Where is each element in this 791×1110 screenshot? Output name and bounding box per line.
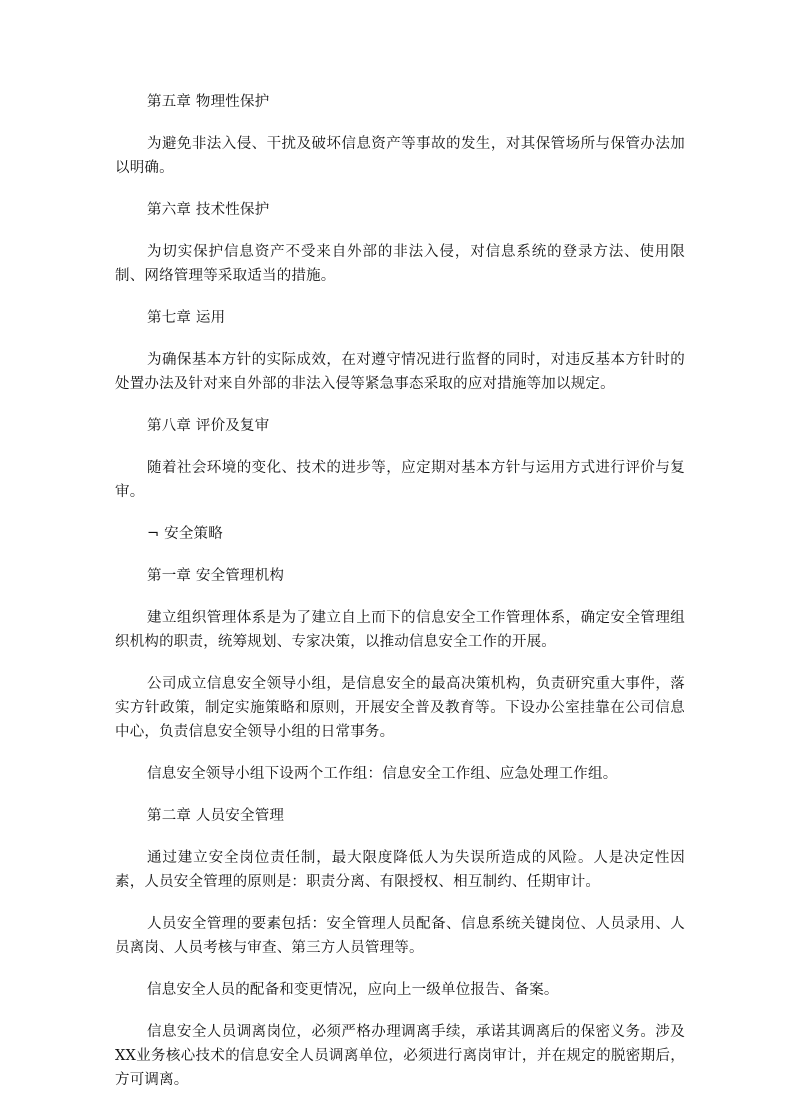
strategy-chapter-2-paragraph-3: 信息安全人员的配备和变更情况，应向上一级单位报告、备案。 bbox=[147, 982, 559, 998]
document-page bbox=[115, 90, 685, 1110]
strategy-chapter-2-paragraph-4: 信息安全人员调离岗位，必须严格办理调离手续，承诺其调离后的保密义务。涉及XX业务核心技术的信息安全人员调离单位，必须进行离岗审计，并在规定的脱密期后，方可调离。 bbox=[115, 1024, 685, 1088]
strategy-chapter-2-heading: 第二章 人员安全管理 bbox=[147, 808, 285, 824]
strategy-chapter-2-paragraph-2: 人员安全管理的要素包括：安全管理人员配备、信息系统关键岗位、人员录用、人员离岗、人员考核与审查、第三方人员管理等。 bbox=[115, 916, 685, 956]
strategy-chapter-1-paragraph-2: 公司成立信息安全领导小组，是信息安全的最高决策机构，负责研究重大事件，落实方针政策，制定实施策略和原则，开展安全普及教育等。下设办公室挂靠在公司信息中心，负责信息安全领导小组的日常事务。 bbox=[115, 676, 685, 740]
chapter-6-heading: 第六章 技术性保护 bbox=[147, 202, 270, 218]
strategy-chapter-1-heading: 第一章 安全管理机构 bbox=[147, 568, 285, 584]
chapter-5-heading: 第五章 物理性保护 bbox=[147, 94, 270, 110]
chapter-8-paragraph: 随着社会环境的变化、技术的进步等，应定期对基本方针与运用方式进行评价与复审。 bbox=[115, 460, 685, 500]
chapter-6-paragraph: 为切实保护信息资产不受来自外部的非法入侵，对信息系统的登录方法、使用限制、网络管理等采取适当的措施。 bbox=[115, 244, 685, 284]
chapter-8-heading: 第八章 评价及复审 bbox=[147, 418, 270, 434]
chapter-7-paragraph: 为确保基本方针的实际成效，在对遵守情况进行监督的同时，对违反基本方针时的处置办法及针对来自外部的非法入侵等紧急事态采取的应对措施等加以规定。 bbox=[115, 352, 685, 392]
strategy-chapter-2-paragraph-1: 通过建立安全岗位责任制，最大限度降低人为失误所造成的风险。人是决定性因素，人员安全管理的原则是：职责分离、有限授权、相互制约、任期审计。 bbox=[115, 850, 685, 890]
chapter-7-heading: 第七章 运用 bbox=[147, 310, 226, 326]
security-strategy-heading: ¬ 安全策略 bbox=[147, 526, 223, 542]
strategy-chapter-1-paragraph-1: 建立组织管理体系是为了建立自上而下的信息安全工作管理体系，确定安全管理组织机构的职责，统筹规划、专家决策，以推动信息安全工作的开展。 bbox=[115, 610, 685, 650]
chapter-5-paragraph: 为避免非法入侵、干扰及破坏信息资产等事故的发生，对其保管场所与保管办法加以明确。 bbox=[115, 136, 685, 176]
strategy-chapter-1-paragraph-3: 信息安全领导小组下设两个工作组：信息安全工作组、应急处理工作组。 bbox=[147, 766, 618, 782]
